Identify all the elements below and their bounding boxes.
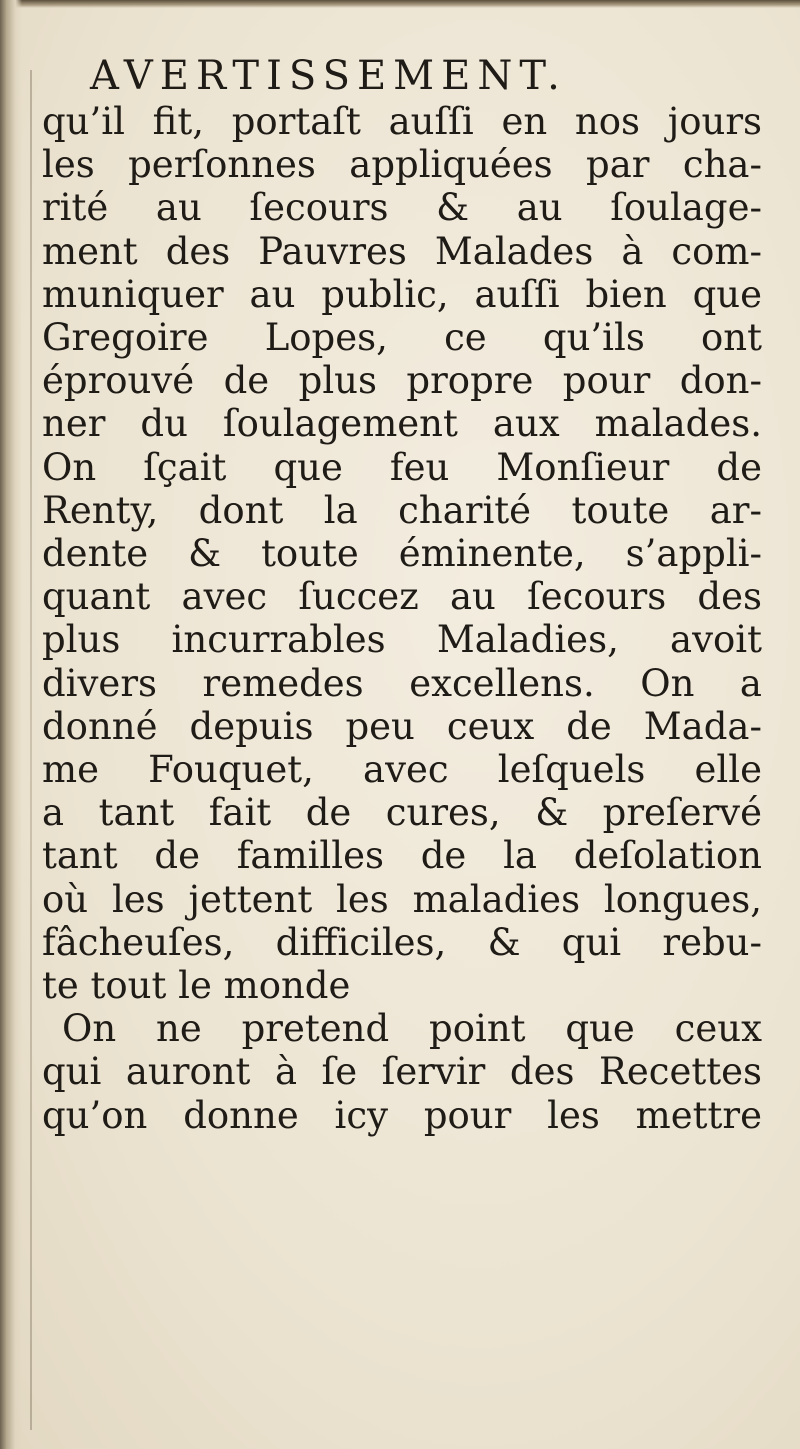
text-line: ner du ſoulagement aux malades.	[42, 402, 762, 446]
text-line: rité au ſecours & au ſoulage-	[42, 186, 762, 230]
text-line: quant avec ſuccez au ſecours des	[42, 575, 762, 619]
text-line: a tant fait de cures, & preſervé	[42, 791, 762, 835]
text-line: Renty, dont la charité toute ar-	[42, 488, 762, 532]
text-line: qu’on donne icy pour les mettre	[42, 1093, 762, 1137]
text-line: Gregoire Lopes, ce qu’ils ont	[42, 316, 762, 360]
text-line: éprouvé de plus propre pour don-	[42, 359, 762, 403]
body-text	[42, 100, 762, 1137]
text-line: dente & toute éminente, s’appli-	[42, 532, 762, 576]
text-line: divers remedes excellens. On a	[42, 661, 762, 705]
text-line: ment des Pauvres Malades à com-	[42, 229, 762, 273]
text-line: fâcheuſes, difficiles, & qui rebu-	[42, 920, 762, 964]
text-line: tant de familles de la deſolation	[42, 834, 762, 878]
text-line: qui auront à ſe ſervir des Recettes	[42, 1050, 762, 1094]
page-top-edge	[0, 0, 800, 8]
text-line: On ſçait que feu Monſieur de	[42, 445, 762, 489]
text-line: muniquer au public, auſſi bien que	[42, 272, 762, 316]
text-line: On ne pretend point que ceux	[62, 1007, 762, 1051]
text-line: te tout le monde	[42, 964, 351, 1008]
text-line: me Fouquet, avec leſquels elle	[42, 748, 762, 792]
text-line: donné depuis peu ceux de Mada-	[42, 704, 762, 748]
text-line: les perſonnes appliquées par cha-	[42, 143, 762, 187]
binding-gutter	[0, 0, 22, 1449]
text-line: où les jettent les maladies longues,	[42, 877, 762, 921]
text-line: qu’il fit, portaſt auſſi en nos jours	[42, 100, 762, 143]
gutter-shadow-line	[30, 70, 32, 1430]
text-line: plus incurrables Maladies, avoit	[42, 618, 762, 662]
running-head: AVERTISSEMENT.	[90, 53, 567, 99]
